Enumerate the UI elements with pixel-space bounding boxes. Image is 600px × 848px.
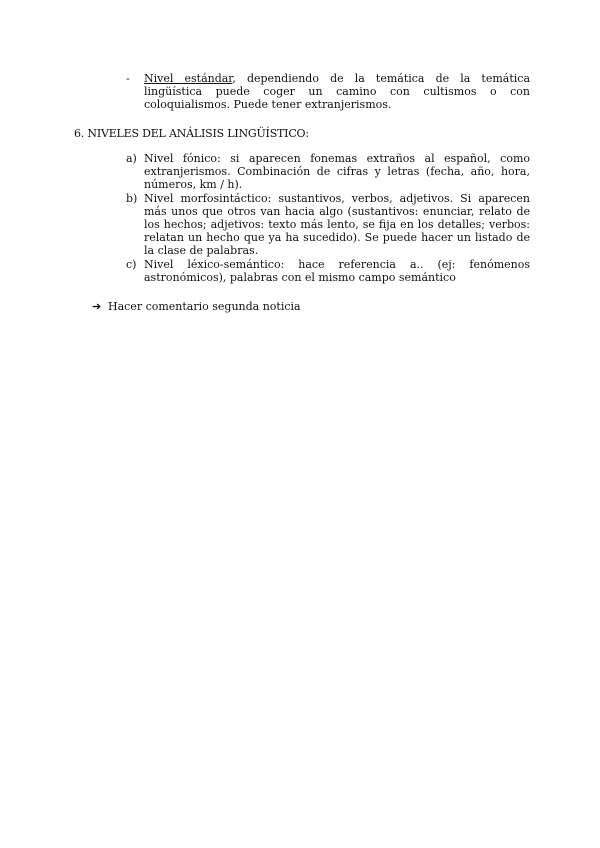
list-marker: c) (126, 257, 137, 271)
list-item (126, 192, 530, 258)
dash-marker: - (126, 72, 130, 85)
nivel-estandar-description: , dependiendo de la temática de la temática lingüística puede coger un camino con cultismos o con coloquialismos. Puede tener extranjerismos. (144, 72, 530, 112)
dash-bullet-text (144, 72, 530, 112)
right-arrow-icon: ➔ (92, 300, 102, 313)
nivel-estandar-label: Nivel estándar (144, 72, 233, 85)
arrow-note (92, 300, 301, 313)
section-heading: 6. NIVELES DEL ANÁLISIS LINGÜÍSTICO: (74, 127, 309, 140)
levels-list (126, 152, 530, 284)
list-item-text: Nivel fónico: si aparecen fonemas extraños al español, como extranjerismos. Combinación de cifras y letras (fecha, año, hora, números, km / h). (144, 152, 530, 192)
list-item-text: Nivel morfosintáctico: sustantivos, verbos, adjetivos. Si aparecen más unos que otros van hacia algo (sustantivos: enunciar, relato de los hechos; adjetivos: texto más lento, se fija en los detalles; verbos: relatan un hecho que ya ha sucedido). Se puede hacer un listado de la clase de palabras. (144, 191, 530, 258)
dash-bullet-item (126, 72, 530, 112)
list-item-text: Nivel léxico-semántico: hace referencia a.. (ej: fenómenos astronómicos), palabras con el mismo campo semántico (144, 257, 530, 284)
list-item (126, 152, 530, 192)
list-marker: b) (126, 191, 138, 205)
list-item (126, 258, 530, 284)
list-marker: a) (126, 152, 137, 165)
arrow-note-text: Hacer comentario segunda noticia (108, 300, 301, 313)
